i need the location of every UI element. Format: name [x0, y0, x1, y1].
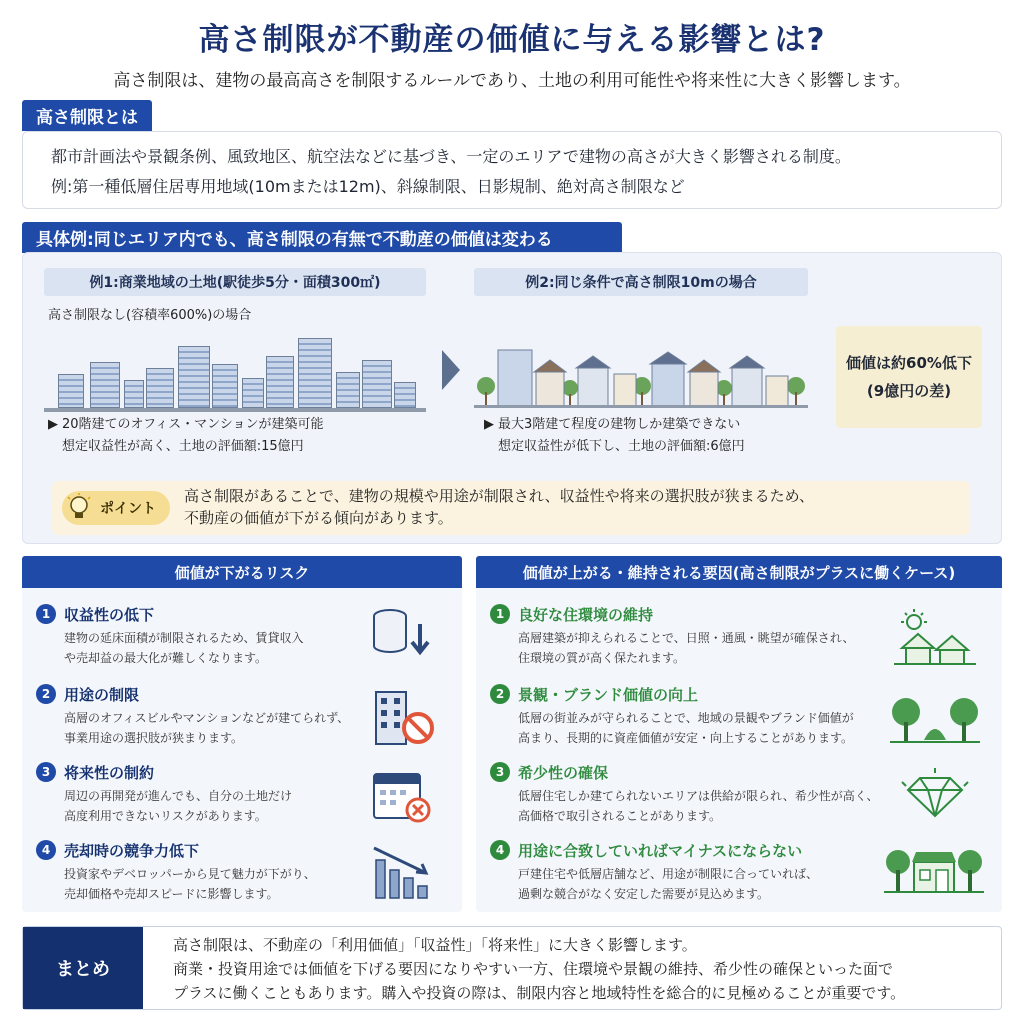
risk-desc-line-2: 売却価格や売却スピードに影響します。: [64, 887, 279, 901]
example-1-desc-line-2: 想定収益性が高く、土地の評価額:15億円: [62, 439, 304, 454]
summary-line-3: プラスに働くこともあります。購入や投資の際は、制限内容と地域特性を総合的に見極めることが重要です。: [173, 984, 906, 1002]
example-1-note: 高さ制限なし(容積率600%)の場合: [48, 308, 252, 323]
example-1-label: 例1:商業地域の土地(駅徒歩5分・面積300㎡): [44, 268, 426, 296]
factor-title: 良好な住環境の維持: [518, 606, 654, 624]
risk-title: 将来性の制約: [64, 764, 155, 782]
factor-desc-line-1: 低層の街並みが守られることで、地域の景観やブランド価値が: [518, 711, 854, 725]
factor-desc-line-1: 戸建住宅や低層店舗など、用途が制限に合っていれば、: [518, 867, 819, 881]
definition-box: [22, 131, 1002, 209]
example-2-desc-line-1: 最大3階建て程度の建物しか建築できない: [498, 417, 741, 432]
risks-header: 価値が下がるリスク: [22, 556, 462, 588]
risk-title: 用途の制限: [64, 686, 140, 704]
risk-number: 3: [36, 762, 56, 782]
page-title: 高さ制限が不動産の価値に与える影響とは?: [198, 22, 826, 58]
example-2-desc-line-2: 想定収益性が低下し、土地の評価額:6億円: [498, 439, 745, 454]
risk-desc-line-2: 高度利用できないリスクがあります。: [64, 809, 267, 823]
risk-desc-line-1: 周辺の再開発が進んでも、自分の土地だけ: [64, 789, 293, 803]
tall-city-illustration: [44, 330, 426, 408]
lowrise-town-illustration: [474, 342, 808, 408]
factor-desc: [518, 786, 878, 826]
summary-line-2: 商業・投資用途では価値を下げる要因になりやすい一方、住環境や景観の維持、希少性の確保といった面で: [173, 960, 894, 978]
factor-desc: [518, 864, 818, 904]
value-drop-result: [836, 326, 982, 428]
example-1-desc-line-1: 20階建てのオフィス・マンションが建築可能: [62, 417, 324, 432]
example-2-desc: ▶ 最大3階建て程度の建物しか建築できない 想定収益性が低下し、土地の評価額:6億円: [484, 417, 745, 454]
trees-icon: [890, 690, 980, 746]
factor-number: 4: [490, 840, 510, 860]
risk-desc-line-2: や売却益の最大化が難しくなります。: [64, 651, 268, 665]
risk-desc-line-1: 建物の延床面積が制限されるため、賃貸収入: [64, 631, 304, 645]
risk-desc: [64, 864, 316, 904]
risk-desc-line-2: 事業用途の選択肢が狭まります。: [64, 731, 244, 745]
lightbulb-icon: [66, 493, 92, 523]
definition-tab: 高さ制限とは: [22, 100, 152, 131]
diamond-icon: [900, 766, 970, 822]
summary-label: まとめ: [23, 927, 143, 1009]
risk-desc: [64, 786, 292, 826]
point-line-2: 不動産の価値が下がる傾向があります。: [184, 509, 453, 527]
factor-number: 1: [490, 604, 510, 624]
risk-desc: [64, 708, 349, 748]
factor-number: 3: [490, 762, 510, 782]
arrow-right-icon: [442, 350, 460, 390]
definition-line-1: 都市計画法や景観条例、風致地区、航空法などに基づき、一定のエリアで建物の高さが大きく影響される制度。: [51, 147, 851, 166]
factor-title: 用途に合致していればマイナスにならない: [518, 842, 803, 860]
factors-header: 価値が上がる・維持される要因(高さ制限がプラスに働くケース): [476, 556, 1002, 588]
risk-title: 売却時の競争力低下: [64, 842, 200, 860]
risk-desc-line-1: 投資家やデベロッパーから見て魅力が下がり、: [64, 867, 316, 881]
factor-desc: [518, 708, 854, 748]
risk-desc: [64, 628, 304, 668]
point-text: [184, 485, 814, 529]
factors-panel: [476, 556, 1002, 912]
calendar-cancel-icon: [368, 766, 438, 826]
risk-title: 収益性の低下: [64, 606, 155, 624]
example-1-desc: ▶ 20階建てのオフィス・マンションが建築可能 想定収益性が高く、土地の評価額:15億円: [48, 417, 324, 454]
example-tab: 具体例:同じエリア内でも、高さ制限の有無で不動産の価値は変わる: [22, 222, 622, 253]
definition-line-2: 例:第一種低層住居専用地域(10mまたは12m)、斜線制限、日影規制、絶対高さ制限など: [51, 177, 685, 196]
example-2-label: 例2:同じ条件で高さ制限10mの場合: [474, 268, 808, 296]
chart-down-icon: [368, 842, 438, 902]
point-badge: ポイント: [62, 491, 170, 525]
factor-desc: [518, 628, 854, 668]
result-line-2: (9億円の差): [866, 382, 952, 400]
factor-desc-line-2: 過剰な競合がなく安定した需要が見込めます。: [518, 887, 770, 901]
risk-desc-line-1: 高層のオフィスビルやマンションなどが建てられず、: [64, 711, 350, 725]
factor-title: 希少性の確保: [518, 764, 609, 782]
factor-desc-line-1: 低層住宅しか建てられないエリアは供給が限られ、希少性が高く、: [518, 789, 879, 803]
sun-houses-icon: [892, 608, 978, 668]
point-callout: [52, 481, 970, 535]
building-prohibited-icon: [368, 686, 438, 748]
summary-text: [173, 933, 905, 1005]
page-subtitle: 高さ制限は、建物の最高高さを制限するルールであり、土地の利用可能性や将来性に大きく影響します。: [113, 71, 911, 91]
summary-line-1: 高さ制限は、不動産の「利用価値」「収益性」「将来性」に大きく影響します。: [173, 936, 697, 954]
factor-desc-line-1: 高層建築が抑えられることで、日照・通風・眺望が確保され、: [518, 631, 855, 645]
risk-number: 4: [36, 840, 56, 860]
summary-box: [22, 926, 1002, 1010]
factor-desc-line-2: 高価格で取引されることがあります。: [518, 809, 722, 823]
shop-trees-icon: [884, 840, 984, 896]
risks-panel: [22, 556, 462, 912]
factor-desc-line-2: 住環境の質が高く保たれます。: [518, 651, 686, 665]
point-line-1: 高さ制限があることで、建物の規模や用途が制限され、収益性や将来の選択肢が狭まるため、: [184, 487, 815, 505]
factor-title: 景観・ブランド価値の向上: [518, 686, 699, 704]
risk-number: 2: [36, 684, 56, 704]
result-line-1: 価値は約60%低下: [846, 354, 972, 372]
factor-desc-line-2: 高まり、長期的に資産価値が安定・向上することがあります。: [518, 731, 854, 745]
coins-down-icon: [368, 606, 438, 666]
factor-number: 2: [490, 684, 510, 704]
risk-number: 1: [36, 604, 56, 624]
